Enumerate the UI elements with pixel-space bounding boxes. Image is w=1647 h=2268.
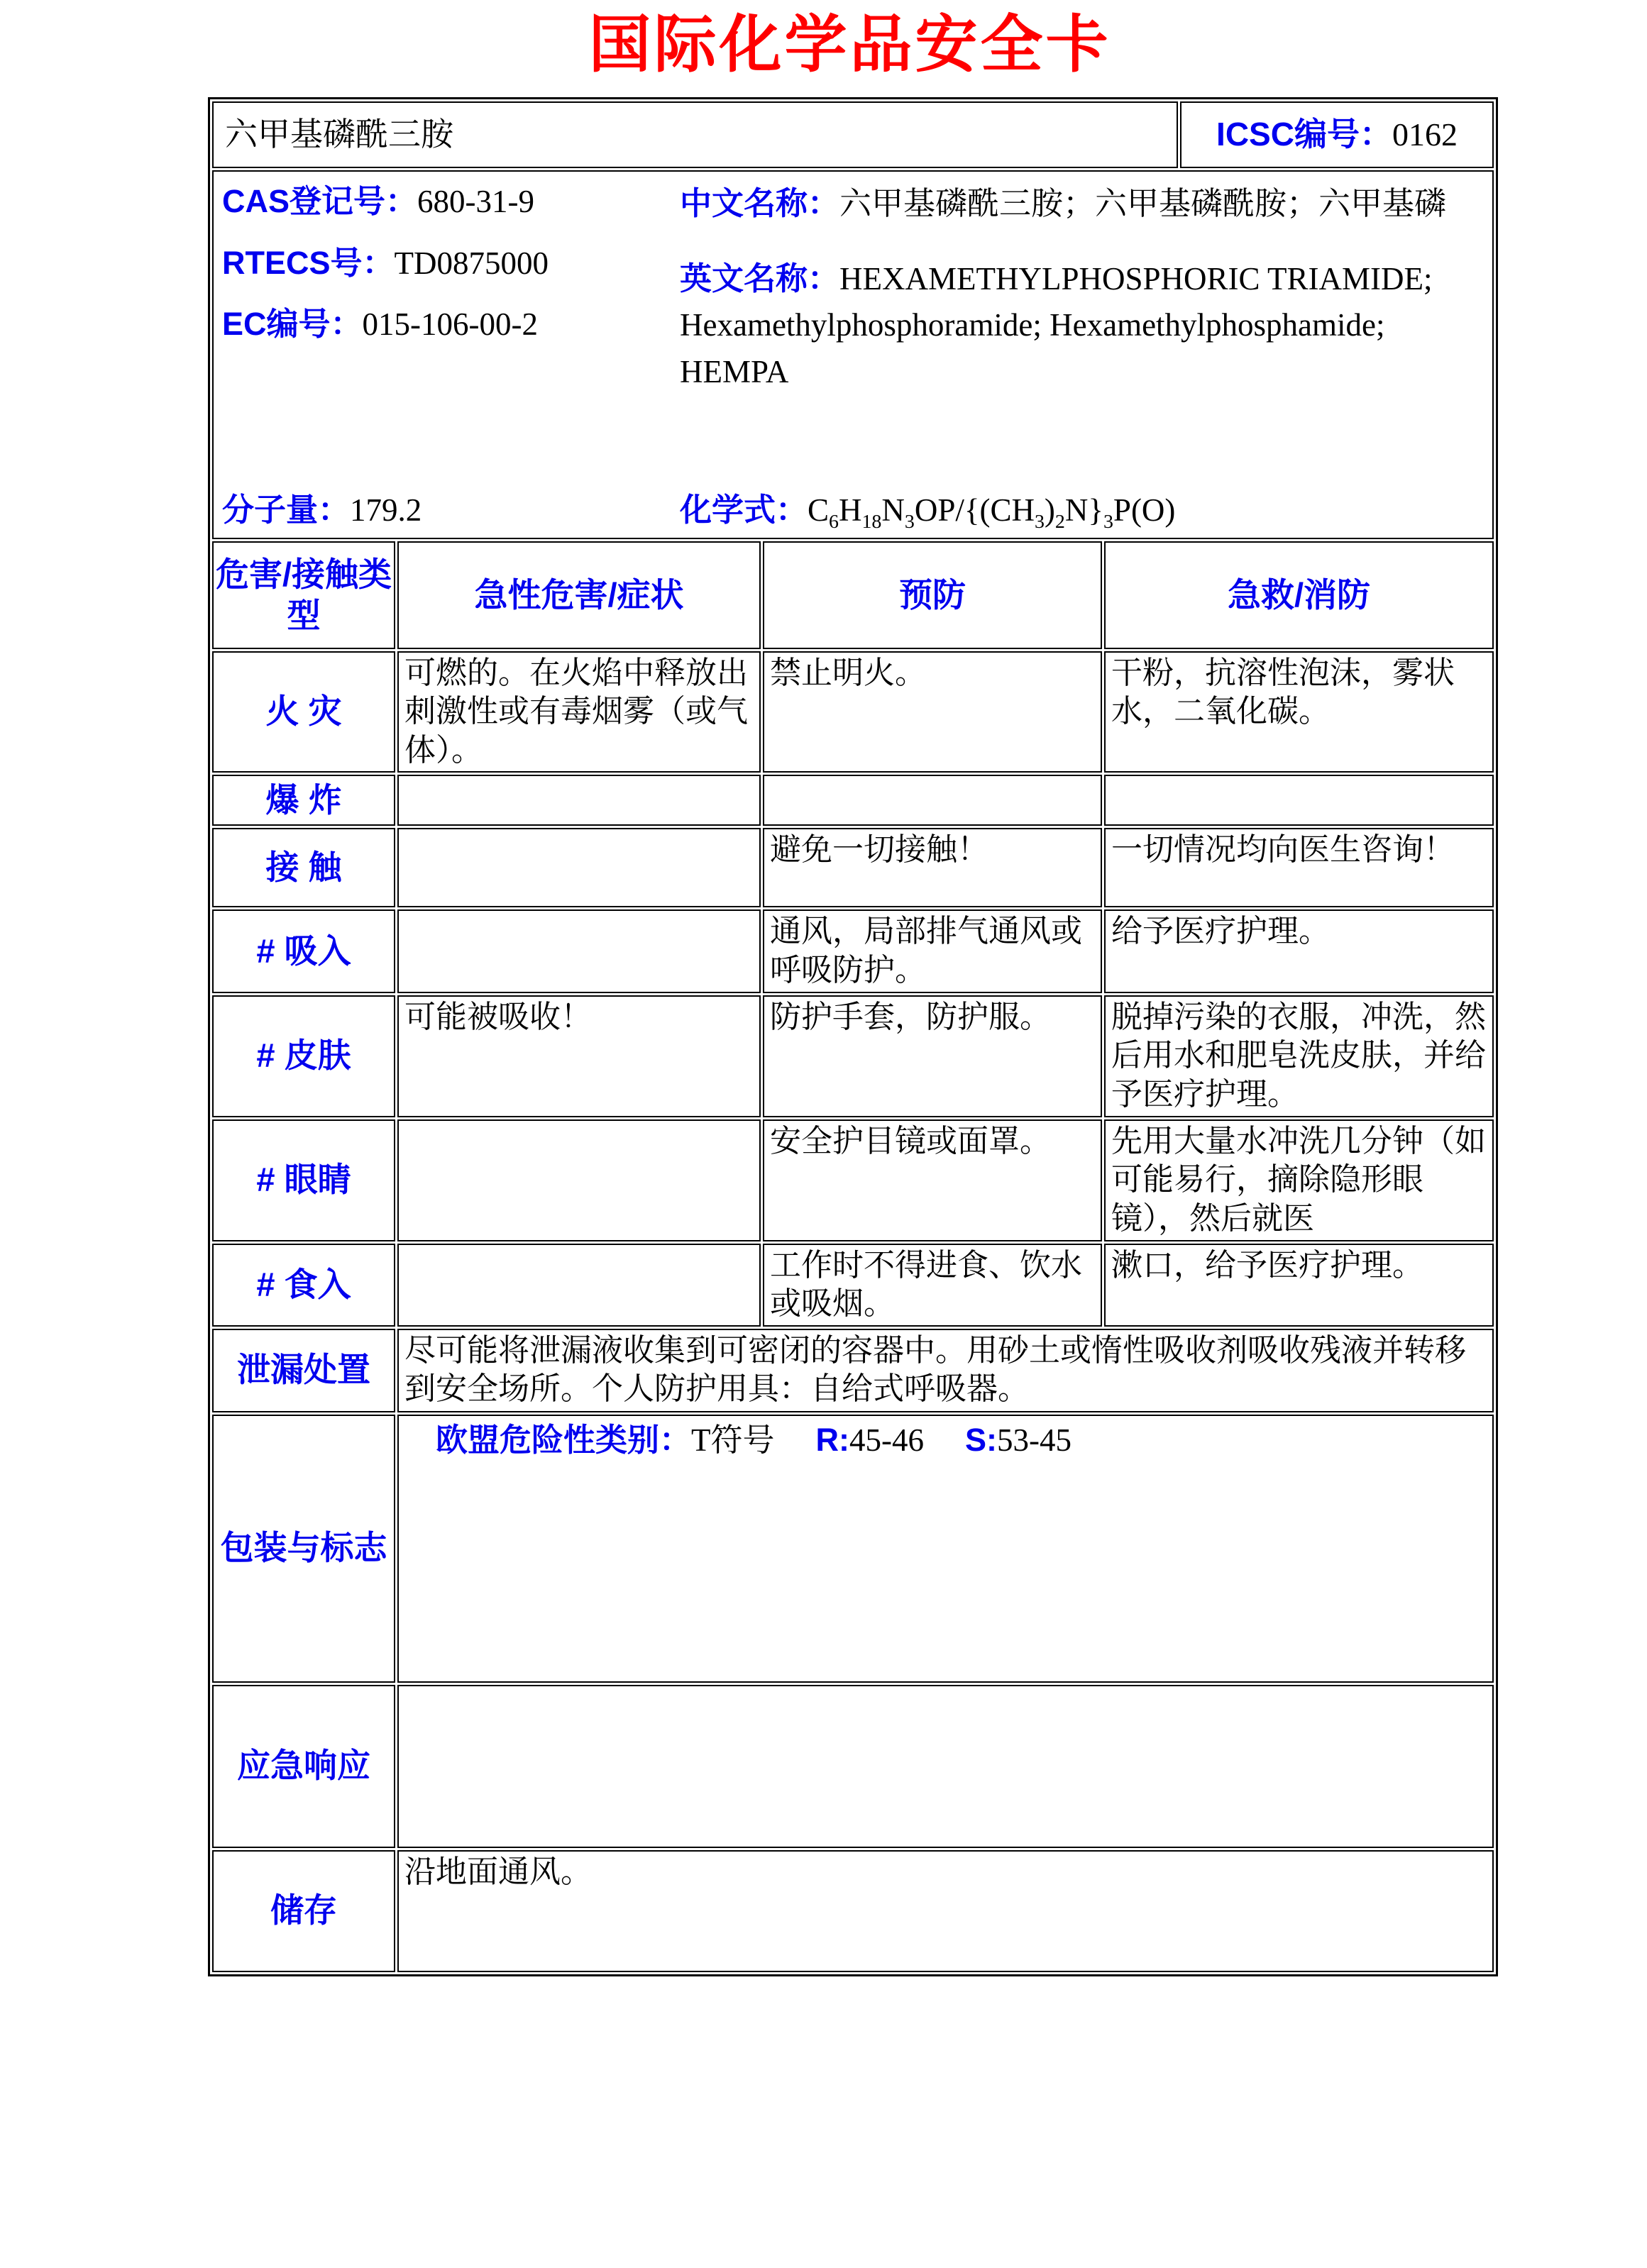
row-label-storage: 储存 — [212, 1850, 395, 1972]
explosion-symptoms — [397, 775, 761, 826]
formula-segment-subscript: 6 — [829, 511, 839, 533]
rtecs-number-label: RTECS号： — [222, 244, 395, 281]
icsc-number-cell — [1180, 101, 1494, 168]
rtecs-number-line — [222, 243, 680, 284]
row-label-eyes: # 眼睛 — [212, 1119, 395, 1241]
rtecs-number-value: TD0875000 — [394, 245, 549, 281]
english-name-line — [680, 255, 1484, 395]
exposure-prevention: 避免一切接触！ — [763, 828, 1102, 907]
row-label-ingestion: # 食入 — [212, 1244, 395, 1327]
header-first-aid: 急救/消防 — [1104, 541, 1494, 649]
chinese-name-label: 中文名称： — [680, 184, 840, 221]
formula-segment-subscript: 3 — [904, 511, 915, 533]
english-name-value: HEXAMETHYLPHOSPHORIC TRIAMIDE; Hexamethylphosphoramide; Hexamethylphosphamide; HEMPA — [680, 261, 1433, 389]
page-title: 国际化学品安全卡 — [588, 7, 1111, 81]
ingestion-prevention: 工作时不得进食、饮水或吸烟。 — [763, 1244, 1102, 1327]
exposure-first-aid: 一切情况均向医生咨询！ — [1104, 828, 1494, 907]
packaging-content — [397, 1415, 1494, 1683]
icsc-number-label: ICSC编号： — [1216, 116, 1392, 153]
chinese-name-line — [680, 180, 1484, 227]
eu-hazard-class-values — [691, 1422, 1072, 1458]
hazard-row-explosion — [212, 775, 1494, 826]
hazard-row-eyes — [212, 1119, 1494, 1241]
eyes-symptoms — [397, 1119, 761, 1241]
header-prevention: 预防 — [763, 541, 1102, 649]
ec-number-line — [222, 304, 680, 345]
inhalation-prevention: 通风，局部排气通风或呼吸防护。 — [763, 909, 1102, 992]
emergency-response-content — [397, 1685, 1494, 1848]
formula-segment-subscript: 18 — [861, 511, 882, 533]
fire-first-aid: 干粉，抗溶性泡沫，雾状水，二氧化碳。 — [1104, 651, 1494, 773]
explosion-prevention — [763, 775, 1102, 826]
eu-hazard-class-label: 欧盟危险性类别： — [436, 1421, 692, 1458]
eu-hazard-segment: R: — [815, 1421, 849, 1458]
eu-hazard-segment: S: — [965, 1421, 997, 1458]
formula-segment: N} — [1064, 492, 1103, 528]
formula-value — [808, 492, 1176, 533]
ec-number-value: 015-106-00-2 — [362, 306, 538, 343]
formula-segment: C — [808, 492, 830, 528]
spill-disposal-row — [212, 1329, 1494, 1412]
spill-disposal-content: 尽可能将泄漏液收集到可密闭的容器中。用砂土或惰性吸收剂吸收残液并转移到安全场所。个人防护用具：自给式呼吸器。 — [397, 1329, 1494, 1412]
cas-number-line — [222, 182, 680, 222]
formula-label: 化学式： — [680, 492, 808, 528]
row-label-skin: # 皮肤 — [212, 995, 395, 1117]
header-symptoms: 急性危害/症状 — [397, 541, 761, 649]
row-label-exposure: 接 触 — [212, 828, 395, 907]
eu-hazard-segment: 45-46 — [849, 1422, 924, 1458]
chemical-name: 六甲基磷酰三胺 — [225, 116, 453, 153]
icsc-number-value: 0162 — [1392, 116, 1458, 153]
cas-number-label: CAS登记号： — [222, 182, 418, 219]
english-name-label: 英文名称： — [680, 260, 840, 297]
formula-line — [680, 490, 1484, 531]
identity-cell — [212, 170, 1494, 539]
header-hazard-type: 危害/接触类型 — [212, 541, 395, 649]
cas-number-value: 680-31-9 — [417, 183, 534, 219]
formula-segment: OP/{(CH — [914, 492, 1035, 528]
eyes-prevention: 安全护目镜或面罩。 — [763, 1119, 1102, 1241]
storage-row — [212, 1850, 1494, 1972]
ingestion-first-aid: 漱口，给予医疗护理。 — [1104, 1244, 1494, 1327]
hazard-row-fire — [212, 651, 1494, 773]
inhalation-symptoms — [397, 909, 761, 992]
ec-number-label: EC编号： — [222, 306, 363, 343]
storage-content: 沿地面通风。 — [397, 1850, 1494, 1972]
skin-symptoms: 可能被吸收！ — [397, 995, 761, 1117]
row-label-inhalation: # 吸入 — [212, 909, 395, 992]
packaging-labelling-row — [212, 1415, 1494, 1683]
hazard-row-inhalation — [212, 909, 1494, 992]
hazard-row-ingestion — [212, 1244, 1494, 1327]
formula-segment: P(O) — [1113, 492, 1176, 528]
name-row — [212, 101, 1494, 168]
formula-segment-subscript: 3 — [1034, 511, 1045, 533]
skin-first-aid: 脱掉污染的衣服，冲洗，然后用水和肥皂洗皮肤，并给予医疗护理。 — [1104, 995, 1494, 1117]
emergency-response-row — [212, 1685, 1494, 1848]
hazard-row-skin — [212, 995, 1494, 1117]
row-label-fire: 火 灾 — [212, 651, 395, 773]
eu-hazard-segment: T符号 — [691, 1422, 775, 1458]
fire-symptoms: 可燃的。在火焰中释放出刺激性或有毒烟雾（或气体）。 — [397, 651, 761, 773]
molecular-weight-line — [222, 490, 680, 531]
formula-segment: N — [881, 492, 905, 528]
formula-segment-subscript: 3 — [1103, 511, 1113, 533]
formula-segment: H — [838, 492, 862, 528]
chemical-name-cell — [212, 101, 1178, 168]
names-column — [680, 177, 1484, 532]
hazard-row-exposure — [212, 828, 1494, 907]
identity-row — [212, 170, 1494, 539]
row-label-spill-disposal: 泄漏处置 — [212, 1329, 395, 1412]
exposure-symptoms — [397, 828, 761, 907]
molecular-weight-value: 179.2 — [350, 492, 422, 528]
table-header-row — [212, 541, 1494, 649]
eu-hazard-class-line — [436, 1420, 1487, 1461]
row-label-packaging: 包装与标志 — [212, 1415, 395, 1683]
icsc-card — [208, 97, 1498, 1976]
identity-grid — [222, 177, 1484, 532]
identifier-column — [222, 177, 680, 532]
row-label-explosion: 爆 炸 — [212, 775, 395, 826]
formula-segment-subscript: 2 — [1054, 511, 1065, 533]
explosion-first-aid — [1104, 775, 1494, 826]
molecular-weight-label: 分子量： — [222, 492, 351, 528]
ingestion-symptoms — [397, 1244, 761, 1327]
skin-prevention: 防护手套，防护服。 — [763, 995, 1102, 1117]
chinese-name-value: 六甲基磷酰三胺；六甲基磷酰胺；六甲基磷 — [839, 185, 1447, 221]
fire-prevention: 禁止明火。 — [763, 651, 1102, 773]
inhalation-first-aid: 给予医疗护理。 — [1104, 909, 1494, 992]
row-label-emergency-response: 应急响应 — [212, 1685, 395, 1848]
eu-hazard-segment: 53-45 — [997, 1422, 1072, 1458]
eyes-first-aid: 先用大量水冲洗几分钟（如可能易行，摘除隐形眼镜），然后就医 — [1104, 1119, 1494, 1241]
formula-segment: ) — [1044, 492, 1055, 528]
